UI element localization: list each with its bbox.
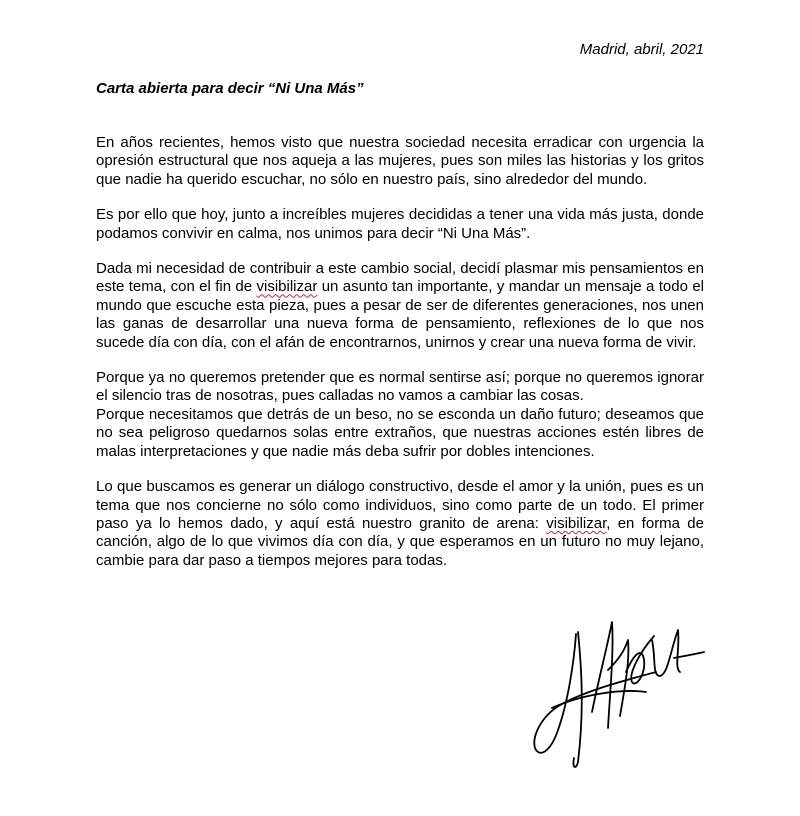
paragraph-3-text-after: un asunto tan importante, y mandar un mensaje a todo el mundo que escuche esta pieza, pues a pesar de ser de diferentes generaciones, nos unen las ganas de desarrollar una nueva forma de pensamiento, reflexiones de lo que nos sucede día con día, con el afán de encontrarnos, unirnos y crear una nueva forma de vivir.: [96, 278, 705, 351]
spellcheck-underlined-word: visibilizar: [256, 278, 318, 296]
paragraph-2: Es por ello que hoy, junto a increíbles mujeres decididas a tener una vida más justa, donde podamos convivir en calma, nos unimos para decir “Ni Una Más”.: [96, 206, 704, 242]
paragraph-4b: Porque necesitamos que detrás de un beso, no se esconda un daño futuro; deseamos que no sea peligroso quedarnos solas entre extraños, que nuestras acciones estén libres de malas interpretaciones y que nadie más deba sufrir por dobles intenciones.: [96, 405, 704, 460]
paragraph-5-text-before: Lo que buscamos es generar un diálogo constructivo, desde el amor y la unión, pues es un tema que nos concierne no sólo como individuos, sino como parte de un todo. El primer paso ya lo hemos dado, y aquí está nuestro granito de arena:: [96, 478, 704, 532]
spellcheck-underlined-word: visibilizar: [546, 514, 607, 532]
paragraph-3-text-before: Dada mi necesidad de contribuir a este cambio social, decidí plasmar mis pensamientos en este tema, con el fin de: [96, 260, 704, 296]
paragraph-4a: Porque ya no queremos pretender que es normal sentirse así; porque no queremos ignorar el silencio tras de nosotras, pues calladas no vamos a cambiar las cosas.: [96, 369, 704, 405]
letter-title: Carta abierta para decir “Ni Una Más”: [96, 80, 364, 97]
paragraph-5: [96, 478, 704, 570]
paragraph-5-text-after: , en forma de canción, algo de lo que vivimos día con día, y que esperamos en un futuro no muy lejano, cambie para dar paso a tiempos mejores para todas.: [96, 514, 704, 569]
paragraph-3: [96, 260, 704, 352]
paragraph-1: En años recientes, hemos visto que nuestra sociedad necesita erradicar con urgencia la opresión estructural que nos aqueja a las mujeres, pues son miles las historias y los gritos que nadie ha querido escuchar, no sólo en nuestro país, sino alrededor del mundo.: [96, 134, 704, 188]
letter-body: [96, 134, 704, 587]
signature-icon: [528, 612, 708, 772]
letter-date: Madrid, abril, 2021: [579, 41, 704, 58]
